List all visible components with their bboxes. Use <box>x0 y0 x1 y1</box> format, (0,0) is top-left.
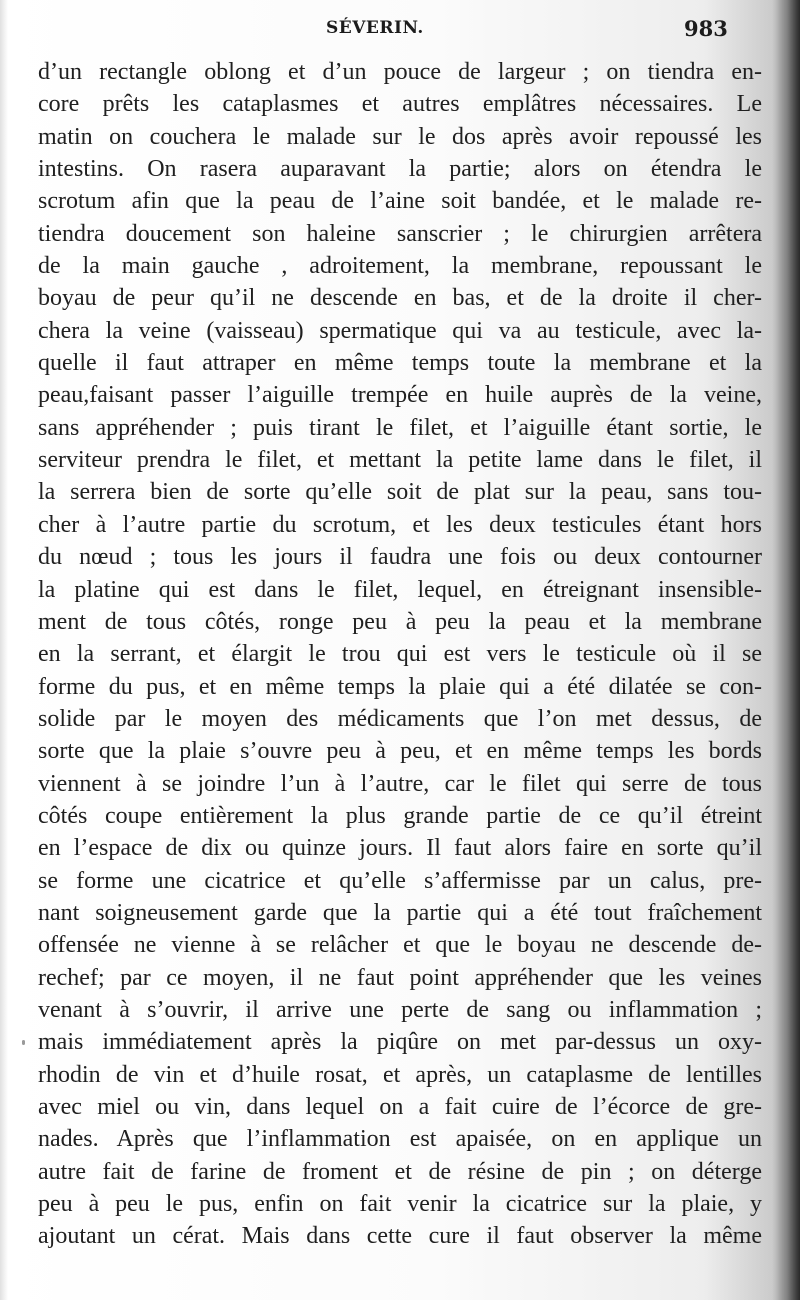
text-line: mais immédiatement après la piqûre on met par-dessus un oxy- <box>38 1029 762 1056</box>
text-line: chera la veine (vaisseau) spermatique qui va au testicule, avec la- <box>38 317 762 344</box>
page-number: 983 <box>684 16 728 41</box>
text-line: côtés coupe entièrement la plus grande partie de ce qu’il étreint <box>38 802 762 829</box>
text-line: la platine qui est dans le filet, lequel, en étreignant insensible- <box>38 576 762 603</box>
text-line: nant soigneusement garde que la partie qui a été tout fraîchement <box>38 899 762 926</box>
text-line: nades. Après que l’inflammation est apaisée, on en applique un <box>38 1126 762 1153</box>
text-line: forme du pus, et en même temps la plaie qui a été dilatée se con- <box>38 673 762 700</box>
text-line: solide par le moyen des médicaments que l’on met dessus, de <box>38 705 762 732</box>
text-line: serviteur prendra le filet, et mettant la petite lame dans le filet, il <box>38 447 762 474</box>
text-line: core prêts les cataplasmes et autres emplâtres nécessaires. Le <box>38 91 762 118</box>
text-line: boyau de peur qu’il ne descende en bas, et de la droite il cher- <box>38 285 762 312</box>
text-line: intestins. On rasera auparavant la partie; alors on étendra le <box>38 156 762 183</box>
text-line: en la serrant, et élargit le trou qui est vers le testicule où il se <box>38 641 762 668</box>
text-line: en l’espace de dix ou quinze jours. Il faut alors faire en sorte qu’il <box>38 835 762 862</box>
text-line: rechef; par ce moyen, il ne faut point appréhender que les veines <box>38 964 762 991</box>
text-line: cher à l’autre partie du scrotum, et les deux testicules étant hors <box>38 511 762 538</box>
text-line: d’un rectangle oblong et d’un pouce de largeur ; on tiendra en- <box>38 59 762 85</box>
text-line: matin on couchera le malade sur le dos après avoir repoussé les <box>38 123 762 150</box>
text-line: la serrera bien de sorte qu’elle soit de plat sur la peau, sans tou- <box>38 479 762 506</box>
page-right-edge-shadow <box>772 0 800 1300</box>
text-line: sorte que la plaie s’ouvre peu à peu, et en même temps les bords <box>38 738 762 765</box>
text-line: scrotum afin que la peau de l’aine soit bandée, et le malade re- <box>38 188 762 215</box>
text-line: de la main gauche , adroitement, la membrane, repoussant le <box>38 253 762 280</box>
text-line: rhodin de vin et d’huile rosat, et après, un cataplasme de lentilles <box>38 1061 762 1088</box>
text-line: autre fait de farine de froment et de résine de pin ; on déterge <box>38 1158 762 1185</box>
text-line: peu à peu le pus, enfin on fait venir la cicatrice sur la plaie, y <box>38 1191 762 1218</box>
running-head: SÉVERIN. <box>326 18 424 38</box>
text-line: du nœud ; tous les jours il faudra une fois ou deux contourner <box>38 544 762 571</box>
text-line: sans appréhender ; puis tirant le filet, et l’aiguille étant sortie, le <box>38 414 762 441</box>
text-line: quelle il faut attraper en même temps toute la membrane et la <box>38 350 762 377</box>
page-left-edge <box>0 0 8 1300</box>
text-line: ajoutant un cérat. Mais dans cette cure il faut observer la même <box>38 1223 762 1250</box>
text-line: se forme une cicatrice et qu’elle s’affermisse par un calus, pre- <box>38 867 762 894</box>
text-line: offensée ne vienne à se relâcher et que le boyau ne descende de- <box>38 932 762 959</box>
text-line: venant à s’ouvrir, il arrive une perte de sang ou inflammation ; <box>38 996 762 1023</box>
text-line: ment de tous côtés, ronge peu à peu la peau et la membrane <box>38 608 762 635</box>
text-line: peau,faisant passer l’aiguille trempée en huile auprès de la veine, <box>38 382 762 409</box>
text-line: avec miel ou vin, dans lequel on a fait cuire de l’écorce de gre- <box>38 1094 762 1120</box>
text-line: tiendra doucement son haleine sanscrier ; le chirurgien arrêtera <box>38 220 762 247</box>
body-text <box>38 56 762 1253</box>
ink-speck <box>22 1040 25 1045</box>
text-line: viennent à se joindre l’un à l’autre, car le filet qui serre de tous <box>38 770 762 797</box>
